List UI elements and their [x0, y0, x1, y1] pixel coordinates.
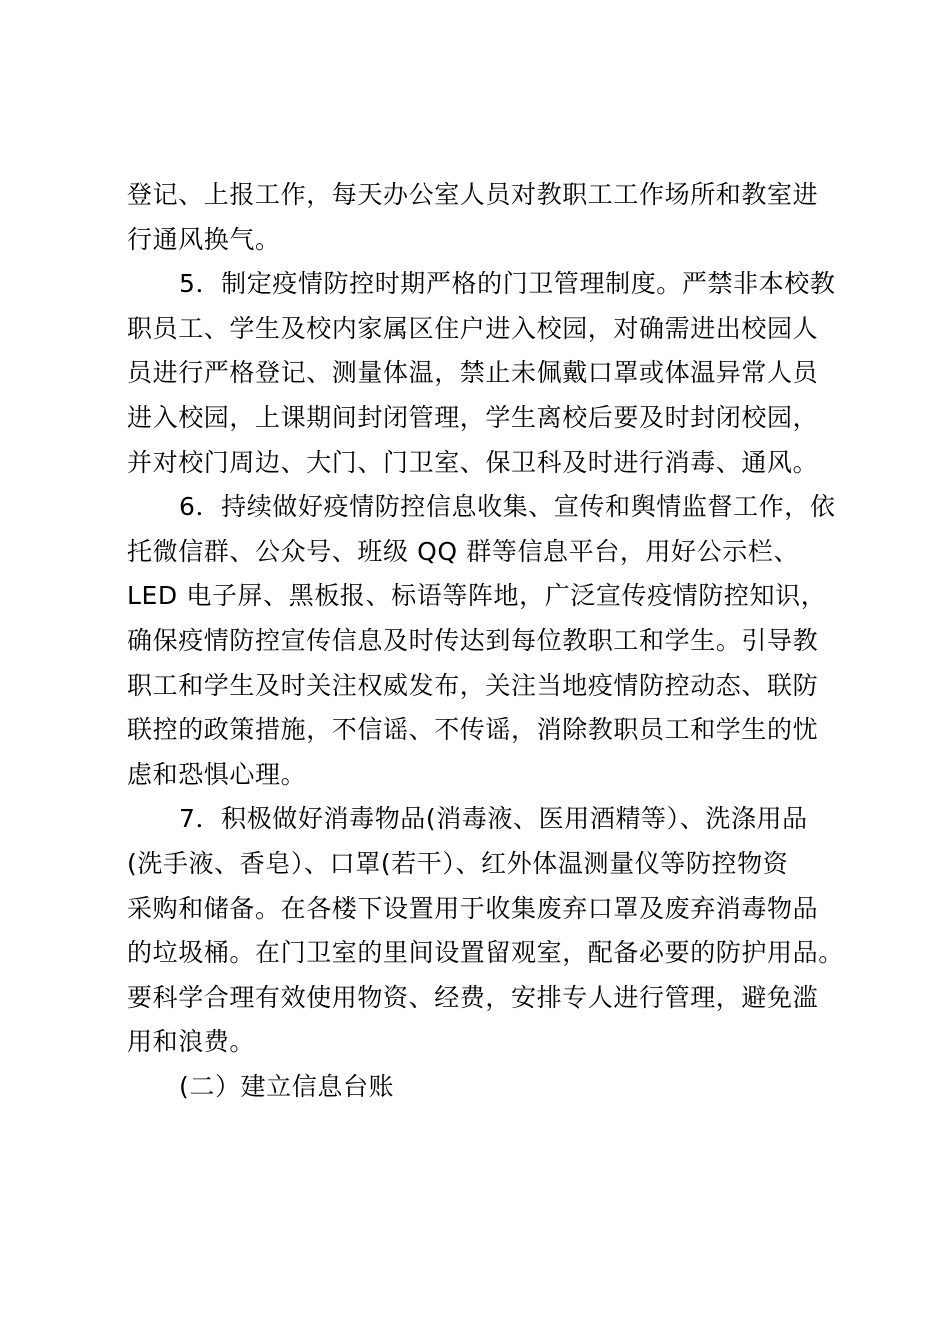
document-body	[127, 173, 847, 1109]
text-line: 7．积极做好消毒物品(消毒液、医用酒精等）、洗涤用品	[179, 804, 808, 834]
text-line: 并对校门周边、大门、门卫室、保卫科及时进行消毒、通风。	[127, 447, 819, 477]
text-line: (洗手液、香皂）、口罩(若干）、红外体温测量仪等防控物资	[127, 848, 789, 878]
text-line: 员进行严格登记、测量体温，禁止未佩戴口罩或体温异常人员	[127, 358, 819, 388]
text-line: 登记、上报工作，每天办公室人员对教职工工作场所和教室进	[127, 180, 819, 209]
text-line: 的垃圾桶。在门卫室的里间设置留观室，配备必要的防护用品。	[127, 938, 844, 968]
paragraph-item-7	[127, 797, 847, 1065]
text-line: 职工和学生及时关注权威发布，关注当地疫情防控动态、联防	[127, 670, 819, 700]
text-line: 用和浪费。	[127, 1027, 256, 1057]
text-line: LED 电子屏、黑板报、标语等阵地，广泛宣传疫情防控知识，	[127, 581, 827, 611]
text-line: 5．制定疫情防控时期严格的门卫管理制度。严禁非本校教	[179, 269, 836, 299]
text-line: 采购和储备。在各楼下设置用于收集废弃口罩及废弃消毒物品	[127, 893, 819, 923]
text-line: 要科学合理有效使用物资、经费，安排专人进行管理，避免滥	[127, 982, 819, 1012]
text-line: 托微信群、公众号、班级 QQ 群等信息平台，用好公示栏、	[127, 536, 800, 566]
section-heading-2	[127, 1065, 847, 1110]
text-line: (二）建立信息台账	[179, 1071, 395, 1101]
paragraph-item-5	[127, 262, 847, 485]
text-line: 确保疫情防控宣传信息及时传达到每位教职工和学生。引导教	[127, 625, 819, 655]
text-line: 6．持续做好疫情防控信息收集、宣传和舆情监督工作，依	[179, 492, 836, 522]
paragraph-item-6	[127, 485, 847, 797]
text-line: 进入校园，上课期间封闭管理，学生离校后要及时封闭校园，	[127, 402, 819, 432]
text-line: 行通风换气。	[127, 224, 281, 254]
text-line: 虑和恐惧心理。	[127, 759, 307, 789]
paragraph-continued	[127, 173, 847, 262]
text-line: 联控的政策措施，不信谣、不传谣，消除教职员工和学生的忧	[127, 715, 819, 745]
text-line: 职员工、学生及校内家属区住户进入校园，对确需进出校园人	[127, 313, 819, 343]
